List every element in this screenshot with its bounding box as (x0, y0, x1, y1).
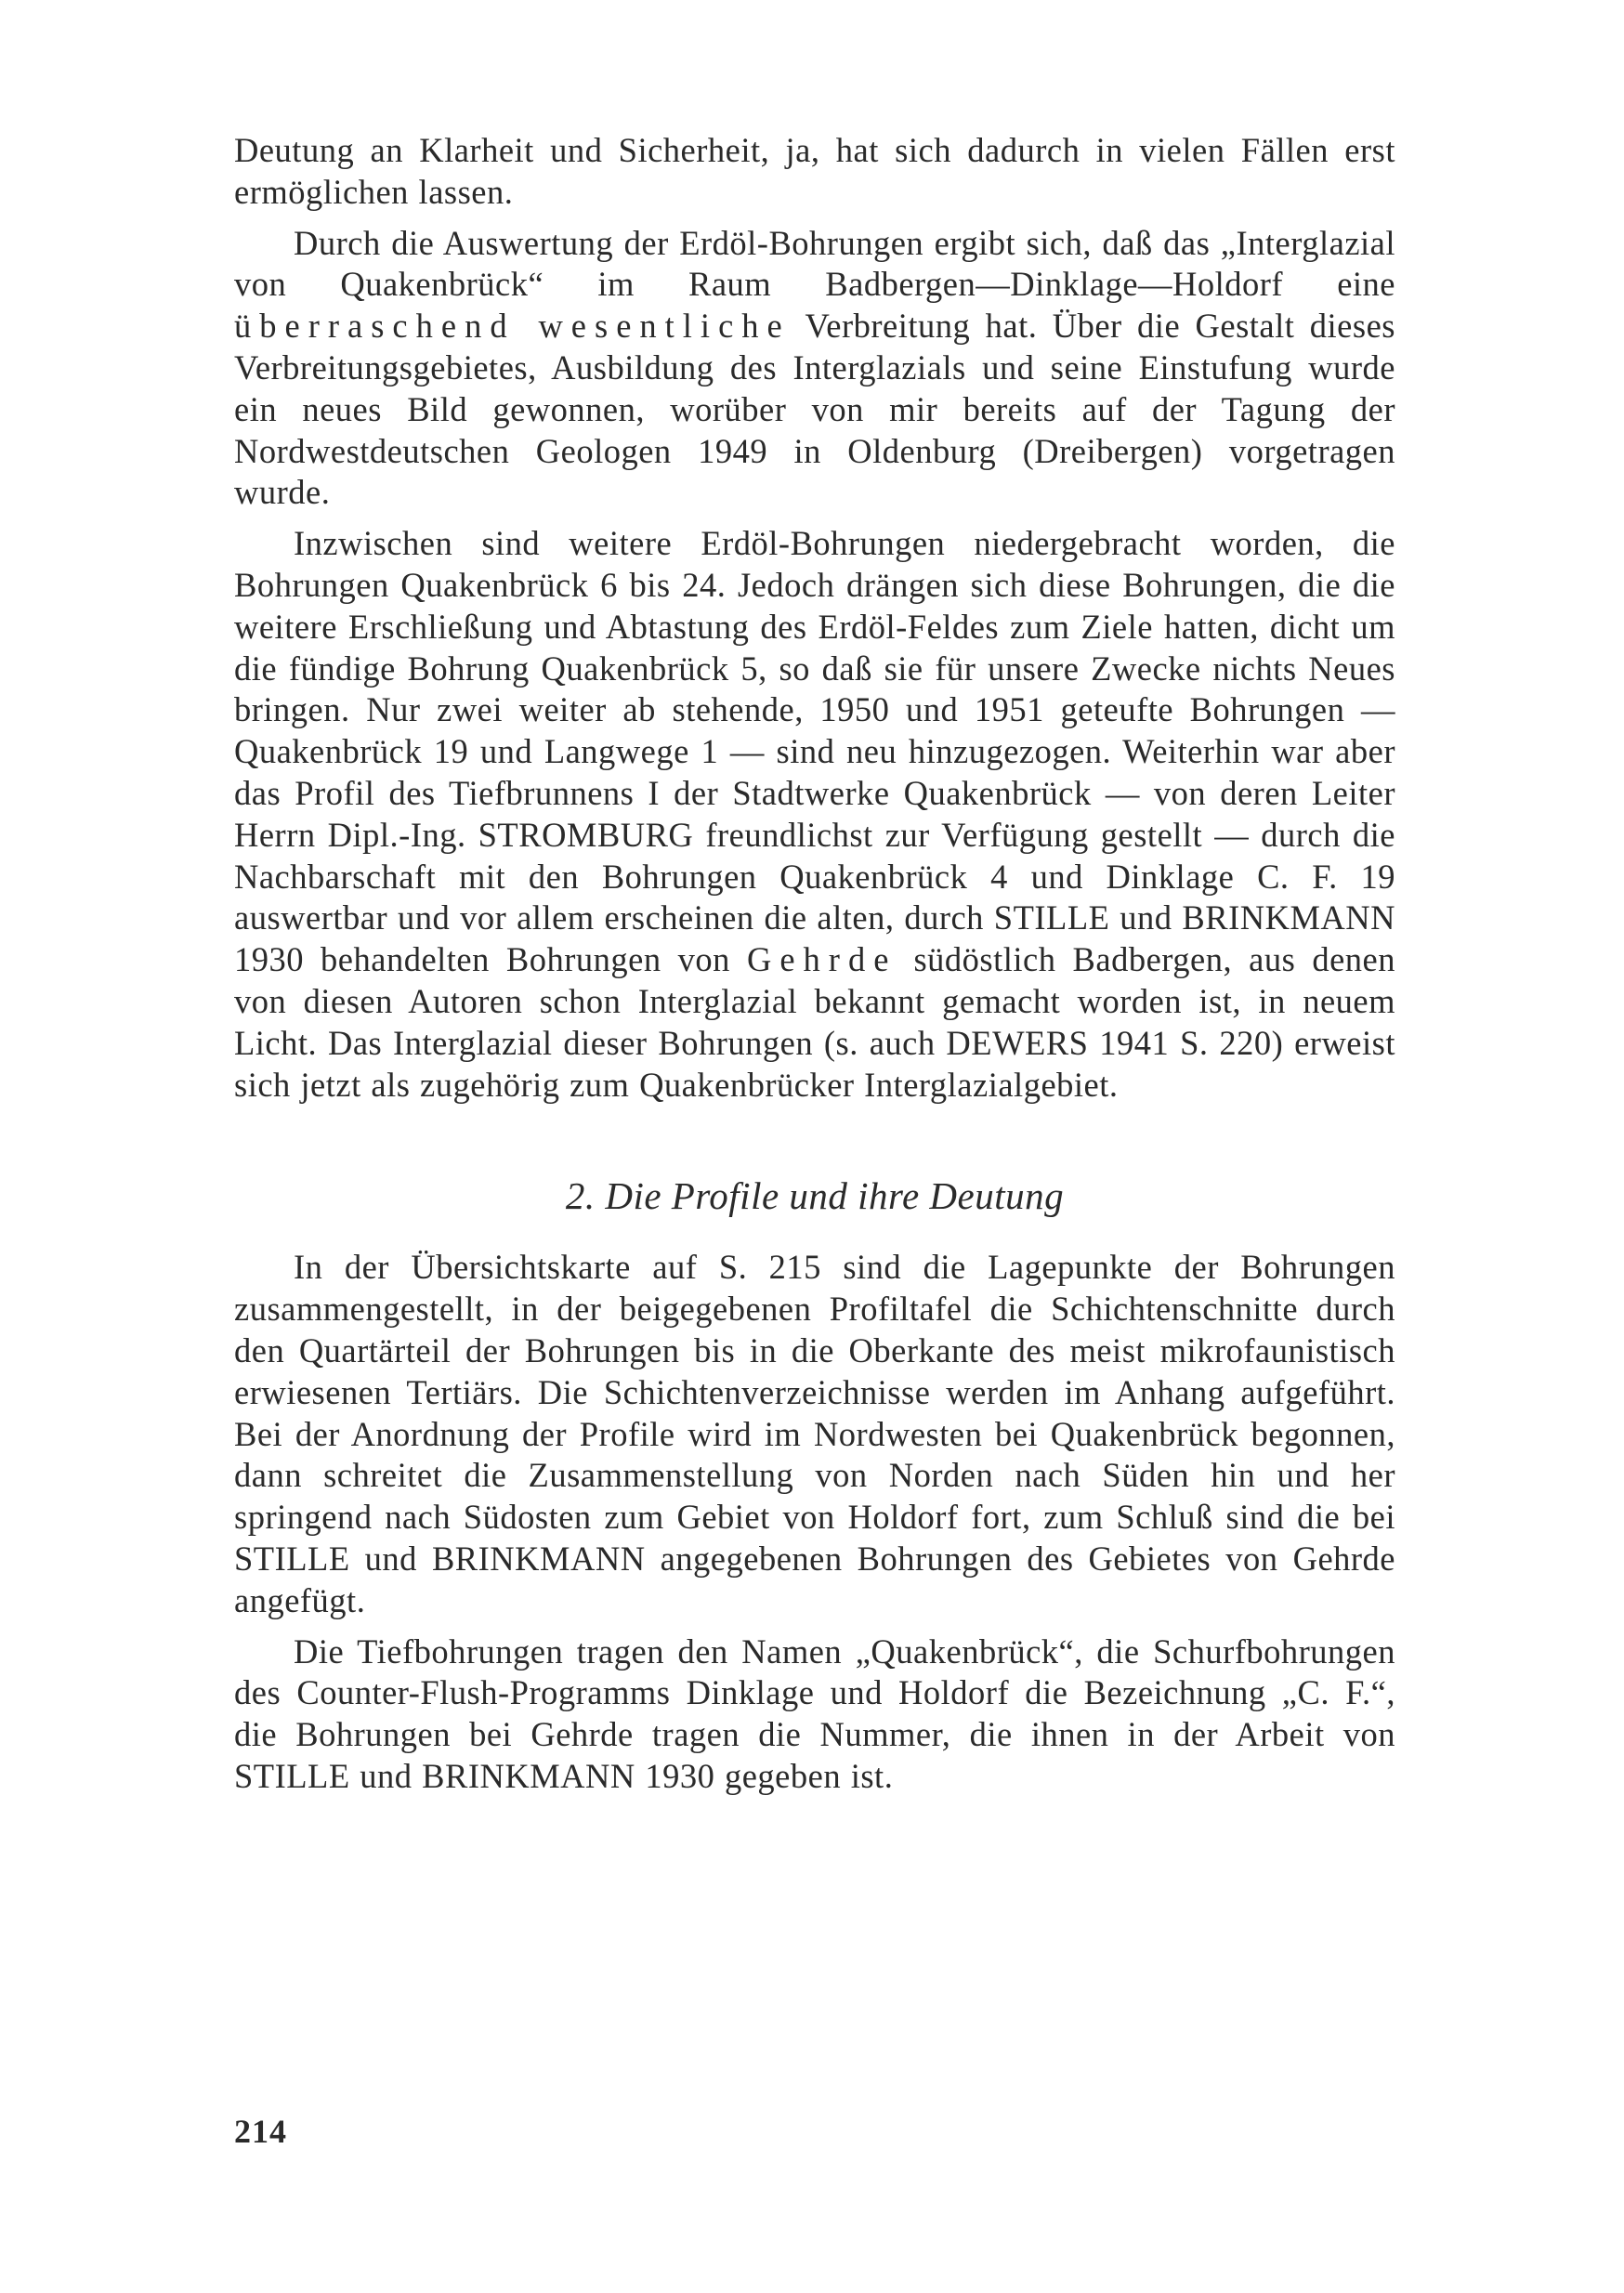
paragraph-text: Deutung an Klarheit und Sicherheit, ja, hat sich dadurch in vielen Fällen erst ermöglichen lassen. (234, 131, 1395, 211)
paragraph-text: In der Übersichtskarte auf S. 215 sind die Lagepunkte der Bohrungen zusammengestellt, in der beigegebenen Profiltafel die Schichtenschnitte durch den Quartärteil der Bohrungen bis in die Oberkante des meist mikrofaunistisch erwiesenen Tertiärs. Die Schichtenverzeichnisse werden im Anhang aufgeführt. Bei der Anordnung der Profile wird im Nordwesten bei Quakenbrück begonnen, dann schreitet die Zusammenstellung von Norden nach Süden hin und her springend nach Südosten zum Gebiet von Holdorf fort, zum Schluß sind die bei STILLE und BRINKMANN angegebenen Bohrungen des Gebietes von Gehrde angefügt. (234, 1248, 1395, 1619)
paragraph-text-part1: Durch die Auswertung der Erdöl-Bohrungen ergibt sich, daß das „Interglazial von Quakenbrück“ im Raum Badbergen—Dinklage—Holdorf eine (234, 223, 1395, 304)
paragraph-text-part2: Verbreitung hat. Über die Gestalt dieses Verbreitungsgebietes, Ausbildung des Interglazials und seine Einstufung wurde ein neues Bild gewonnen, worüber von mir bereits auf der Tagung der Nordwestdeutschen Geologen 1949 in Oldenburg (Dreibergen) vorgetragen wurde. (234, 307, 1395, 512)
paragraph-continuation (234, 130, 1395, 214)
paragraph-text: Die Tiefbohrungen tragen den Namen „Quakenbrück“, die Schurfbohrungen des Counter-Flush-Programms Dinklage und Holdorf die Bezeichnung „C. F.“, die Bohrungen bei Gehrde tragen die Nummer, die ihnen in der Arbeit von STILLE und BRINKMANN 1930 gegeben ist. (234, 1631, 1395, 1795)
paragraph-text-part1: Inzwischen sind weitere Erdöl-Bohrungen niedergebracht worden, die Bohrungen Quakenbrück 6 bis 24. Jedoch drängen sich diese Bohrungen, die die weitere Erschließung und Abtastung des Erdöl-Feldes zum Ziele hatten, dicht um die fündige Bohrung Quakenbrück 5, so daß sie für unsere Zwecke nichts Neues bringen. Nur zwei weiter ab stehende, 1950 und 1951 geteufte Bohrungen — Quakenbrück 19 und Langwege 1 — sind neu hinzugezogen. Weiterhin war aber das Profil des Tiefbrunnens I der Stadtwerke Quakenbrück — von deren Leiter Herrn Dipl.-Ing. STROMBURG freundlichst zur Verfügung gestellt — durch die Nachbarschaft mit den Bohrungen Quakenbrück 4 und Dinklage C. F. 19 auswertbar und vor allem erscheinen die alten, durch STILLE und BRINKMANN 1930 behandelten Bohrungen von (234, 524, 1395, 979)
paragraph-text-part2: südöstlich Badbergen, aus denen von diesen Autoren schon Interglazial bekannt gemacht worden ist, in neuem Licht. Das Interglazial dieser Bohrungen (s. auch DEWERS 1941 S. 220) erweist sich jetzt als zugehörig zum Quakenbrücker Interglazialgebiet. (234, 940, 1395, 1104)
paragraph-inzwischen (234, 523, 1395, 1106)
page-body (234, 130, 1395, 1798)
paragraph-erdoel-bohrungen (234, 223, 1395, 515)
spaced-emphasis-text: überraschend wesentliche (234, 307, 791, 346)
spaced-emphasis-text: Gehrde (746, 940, 897, 979)
paragraph-uebersichtskarte (234, 1247, 1395, 1621)
page-number: 214 (234, 2113, 287, 2150)
paragraph-tiefbohrungen (234, 1631, 1395, 1798)
section-heading: 2. Die Profile und ihre Deutung (565, 1174, 1065, 1218)
